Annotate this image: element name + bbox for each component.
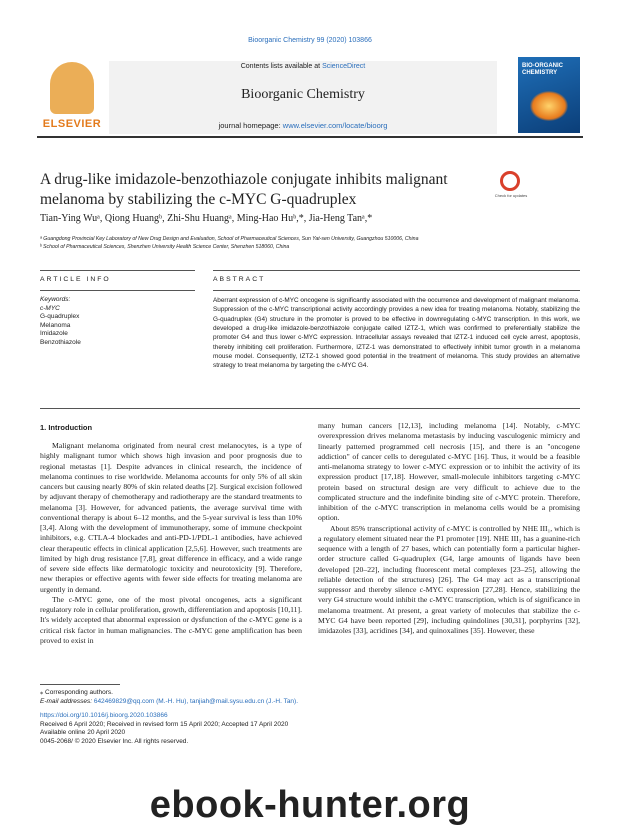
abstract-heading: ABSTRACT bbox=[213, 276, 266, 283]
affiliations bbox=[40, 235, 580, 251]
article-info-rule bbox=[40, 270, 195, 271]
paragraph: many human cancers [12,13], including melanoma [14]. Notably, c-MYC overexpression drives melanoma metastasis by inducing vasculogenic mimicry and linearly patterned programmed cell necrosis [15], and there is an "oncogene addiction" of cancer cells to deregulated c-MYC [16]. Thus, it would be a feasible anti-melanoma strategy to lower c-MYC expression or to inhibit the activity of its expression product [17,18]. However, small-molecule inhibitors targeting c-MYC protein based on structural design are very difficult to achieve due to the complicated structure and the indefinite binding site of c-MYC protein. Therefore, inhibition of the c-MYC transcription in melanoma cells would be a promising option. bbox=[318, 421, 580, 523]
homepage-line: journal homepage: www.elsevier.com/locate/bioorg bbox=[218, 121, 388, 130]
article-title: A drug-like imidazole-benzothiazole conjugate inhibits malignant melanoma by stabilizing the c-MYC G-quadruplex bbox=[40, 171, 448, 208]
available-online: Available online 20 April 2020 bbox=[40, 729, 126, 737]
introduction-heading: 1. Introduction bbox=[40, 423, 93, 432]
article-meta bbox=[40, 712, 440, 746]
keyword-item: Melanoma bbox=[40, 321, 71, 329]
keyword-item: Imidazole bbox=[40, 330, 68, 338]
article-info-rule-bottom bbox=[40, 290, 195, 291]
copyright: 0045-2068/ © 2020 Elsevier Inc. All rights reserved. bbox=[40, 737, 189, 745]
paragraph: Malignant melanoma originated from neural crest melanocytes, is a type of highly malignant tumor which shows high invasion and poor prognosis due to regional metastas [1]. Despite advances in clinical research, the incidence of melanoma continues to rise worldwide. Melanoma accounts for only 5% of all skin cancers but causing nearly 80% of skin related deaths [2]. Surgical excision followed by adjuvant therapy of chemotherapy and radiotherapy are the standard treatments to melanoma [3]. However, for advanced patients, the average survival time with conventional therapy is about 6–12 months, and the 5-year survival is less than 10% [3,4]. Along with the development of immunotherapy, some of immune checkpoint inhibitors, e.g. CTLA-4 blockades and anti-PD-1/PDL-1 antibodies, have achieved clear therapeutic effects in clinical application [2,5,6]. However, such treatments are limited by high drug resistance [7,8], great difference in efficacy, and a wide range of severe side effects like dermatologic toxicity and neurotoxicity [9]. Therefore, new therapies or effective agents with fewer side effects for treating melanoma are urgently in demand. bbox=[40, 441, 302, 594]
email-links[interactable]: 642469829@qq.com (M.-H. Hu), tanjiah@mail.sysu.edu.cn (J.-H. Tan). bbox=[93, 698, 299, 705]
check-for-updates-badge[interactable] bbox=[494, 171, 528, 207]
affiliation-a: ᵃ Guangdong Provincial Key Laboratory of New Drug Design and Evaluation, School of Pharmaceutical Sciences, Sun Yat-sen University, Guangzhou 510006, China bbox=[40, 236, 419, 242]
abstract-divider bbox=[40, 408, 580, 409]
doi-link[interactable]: https://doi.org/10.1016/j.bioorg.2020.103866 bbox=[40, 712, 168, 719]
cover-title: BIO-ORGANIC CHEMISTRY bbox=[522, 63, 563, 76]
footnote bbox=[40, 688, 440, 706]
author-list: Tian-Ying Wuᵃ, Qiong Huangᵇ, Zhi-Shu Huangᵃ, Ming-Hao Huᵇ,*, Jia-Heng Tanᵃ,* bbox=[40, 213, 373, 224]
journal-name: Bioorganic Chemistry bbox=[241, 87, 365, 102]
elsevier-wordmark: ELSEVIER bbox=[42, 118, 102, 130]
keyword-item: c-MYC bbox=[40, 304, 60, 312]
elsevier-logo bbox=[40, 62, 104, 134]
paragraph: About 85% transcriptional activity of c-MYC is controlled by NHE III₁, which is a regulatory element situated near the P1 promoter [19]. NHE III₁ has a guanine-rich sequence with a length of 27 bases, which can potentially form a particular higher-order structure called G-quadruplex (G4, large amounts of ligands have been developed [20–22], including fluorescent metal complexes [23–25], allowing the reliable detection of the structures) [26]. The G4 may act as a transcriptional suppressor and thereby silence c-MYC expression [27,28]. Hence, stabilizing the very G4 structure would inhibit the c-MYC transcription, which is of significance in melanoma treatment. At present, a great variety of molecules that stabilize the c-MYC G4 have been reported [29], including quindolines [30,31], porphyrins [32], imidazoles [33], acridines [34], and quinoxalines [35]. However, these bbox=[318, 523, 580, 635]
keyword-item: G-quadruplex bbox=[40, 313, 80, 321]
corresponding-note: ⁎ Corresponding authors. bbox=[40, 689, 113, 696]
paragraph: The c-MYC gene, one of the most pivotal oncogenes, acts a significant regulatory role in cellular proliferation, growth, differentiation and apoptosis [10,11]. It's widely accepted that abnormal expression or dysfunction of the c-MYC gene is a critical risk factor in human malignancies. The c-MYC gene amplification has been proved to exist in bbox=[40, 594, 302, 645]
received-dates: Received 6 April 2020; Received in revised form 15 April 2020; Accepted 17 April 2020 bbox=[40, 720, 289, 728]
abstract-text: Aberrant expression of c-MYC oncogene is significantly associated with the occurrence and development of malignant melanoma. Suppression of the c-MYC transcriptional activity accordingly provides a new idea for treating melanoma. Notably, stabilizing the G-quadruplex (G4) structure in the promoter is proved to be effective in downregulating c-MYC transcription. In this work, we developed a drug-like imidazole-benzothiazole conjugate called IZTZ-1, which was confirmed to preferentially stabilize the promoter G4 and thus lower c-MYC expression. Intracellular assays revealed that IZTZ-1 induced cell cycle arrest, apoptosis, thereby inhibiting cell proliferation. Furthermore, IZTZ-1 was demonstrated to effectively inhibit tumor growth in a melanoma mouse model. Consequently, IZTZ-1 showed good potential in the treatment of melanoma. This study provides an alternative strategy to treat melanoma by targeting the c-MYC G4. bbox=[213, 297, 580, 370]
article-info-heading: ARTICLE INFO bbox=[40, 276, 111, 283]
journal-cover[interactable] bbox=[518, 57, 580, 133]
email-line: E-mail addresses: 642469829@qq.com (M.-H. Hu), tanjiah@mail.sysu.edu.cn (J.-H. Tan). bbox=[40, 698, 299, 705]
keywords-label: Keywords: bbox=[40, 296, 71, 303]
footnote-rule bbox=[40, 684, 120, 685]
cover-art-icon bbox=[530, 91, 568, 121]
left-column bbox=[40, 441, 302, 646]
journal-reference[interactable]: Bioorganic Chemistry 99 (2020) 103866 bbox=[248, 37, 372, 44]
elsevier-tree-icon bbox=[50, 62, 94, 114]
keywords-block bbox=[40, 296, 195, 348]
keyword-item: Benzothiazole bbox=[40, 338, 81, 346]
check-updates-label: Check for updates bbox=[494, 193, 528, 198]
header-divider bbox=[37, 136, 583, 138]
right-column bbox=[318, 421, 580, 636]
affiliation-b: ᵇ School of Pharmaceutical Sciences, Shenzhen University Health Science Center, Shenzhen 518060, China bbox=[40, 244, 290, 250]
sciencedirect-link[interactable]: ScienceDirect bbox=[322, 63, 366, 70]
contents-line: Contents lists available at ScienceDirect bbox=[240, 63, 366, 70]
check-updates-icon bbox=[500, 171, 520, 191]
watermark: ebook-hunter.org bbox=[149, 784, 471, 826]
homepage-link[interactable]: www.elsevier.com/locate/bioorg bbox=[282, 121, 388, 130]
abstract-rule-bottom bbox=[213, 290, 580, 291]
abstract-rule bbox=[213, 270, 580, 271]
